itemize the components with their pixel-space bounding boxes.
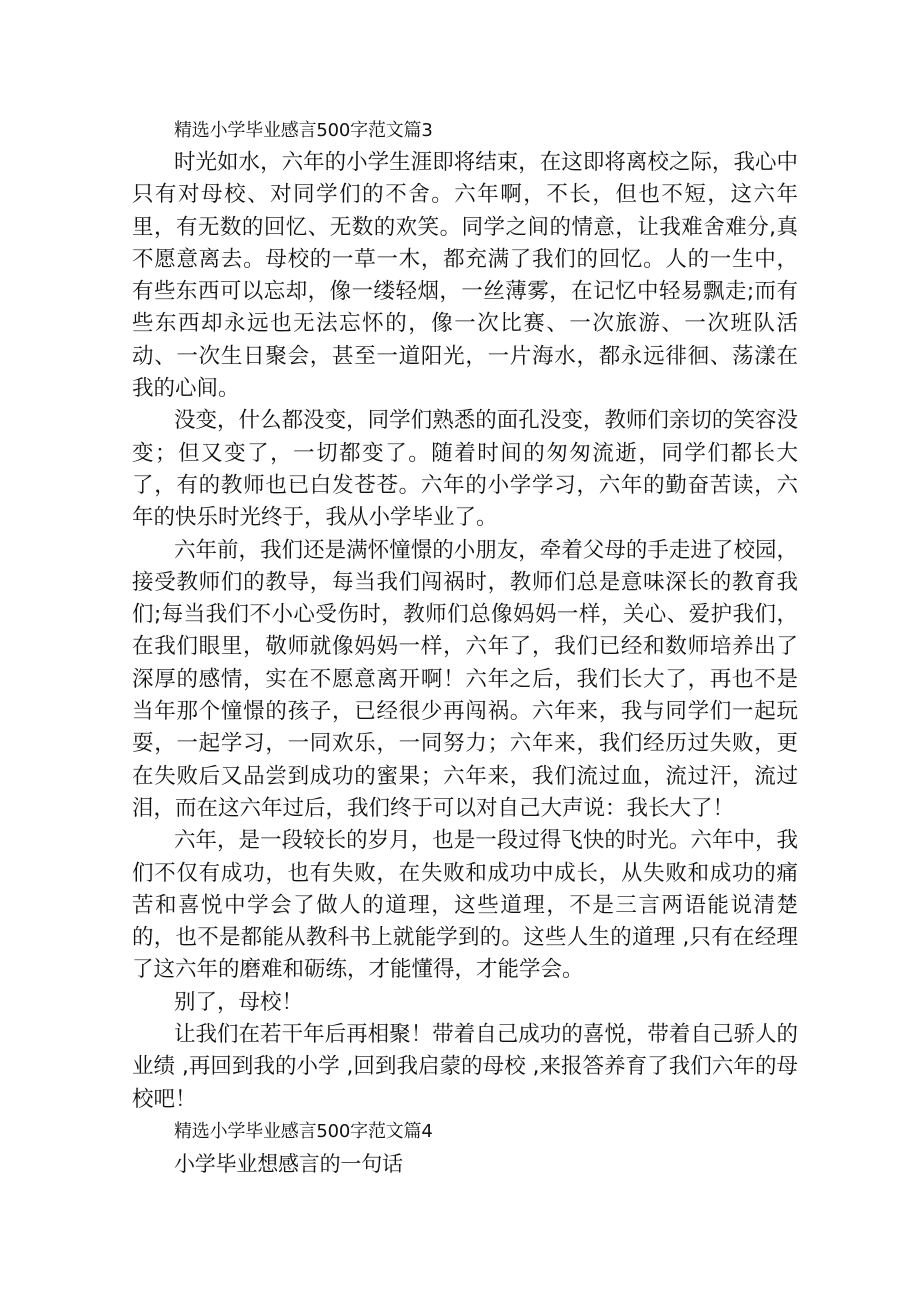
paragraph-2: 没变，什么都没变，同学们熟悉的面孔没变，教师们亲切的笑容没变；但又变了，一切都变了。随着时间的匆匆流逝，同学们都长大了，有的教师也已白发苍苍。六年的小学学习，六年的勤奋苦读，六年的快乐时光终于，我从小学毕业了。 [132, 408, 798, 531]
paragraph-6: 让我们在若干年后再相聚！带着自己成功的喜悦，带着自己骄人的业绩 ,再回到我的小学 ,回到我启蒙的母校 ,来报答养育了我们六年的母校吧！ [132, 1022, 798, 1112]
paragraph-1: 时光如水，六年的小学生涯即将结束，在这即将离校之际，我心中只有对母校、对同学们的不舍。六年啊，不长，但也不短，这六年里，有无数的回忆、无数的欢笑。同学之间的情意，让我难舍难分,真不愿意离去。母校的一草一木，都充满了我们的回忆。人的一生中，有些东西可以忘却，像一缕轻烟，一丝薄雾，在记忆中轻易飘走;而有些东西却永远也无法忘怀的，像一次比赛、一次旅游、一次班队活动、一次生日聚会，甚至一道阳光，一片海水，都永远徘徊、荡漾在我的心间。 [132, 150, 798, 402]
document-body [132, 115, 798, 1180]
section-heading-4: 精选小学毕业感言500字范文篇4 [174, 1120, 433, 1142]
paragraph-5: 别了，母校！ [174, 989, 304, 1015]
section-heading-3: 精选小学毕业感言500字范文篇3 [174, 120, 433, 141]
paragraph-3: 六年前，我们还是满怀憧憬的小朋友，牵着父母的手走进了校园，接受教师们的教导，每当我们闯祸时，教师们总是意味深长的教育我们;每当我们不小心受伤时，教师们总像妈妈一样，关心、爱护我们，在我们眼里，敬师就像妈妈一样，六年了，我们已经和数师培养出了深厚的感情，实在不愿意离开啊！六年之后，我们长大了，再也不是当年那个憧憬的孩子，已经很少再闯祸。六年来，我与同学们一起玩耍，一起学习，一同欢乐，一同努力；六年来，我们经历过失败，更在失败后又品尝到成功的蜜果；六年来，我们流过血，流过汗，流过泪，而在这六年过后，我们终于可以对自己大声说：我长大了！ [132, 537, 798, 821]
subheading-one-sentence: 小学毕业想感言的一句话 [174, 1151, 403, 1176]
paragraph-4: 六年，是一段较长的岁月，也是一段过得飞快的时光。六年中，我们不仅有成功，也有失败，在失败和成功中成长，从失败和成功的痛苦和喜悦中学会了做人的道理，这些道理，不是三言两语能说清楚的，也不是都能从教科书上就能学到的。这些人生的道理 ,只有在经理了这六年的磨难和砺练，才能懂得，才能学会。 [132, 828, 798, 983]
